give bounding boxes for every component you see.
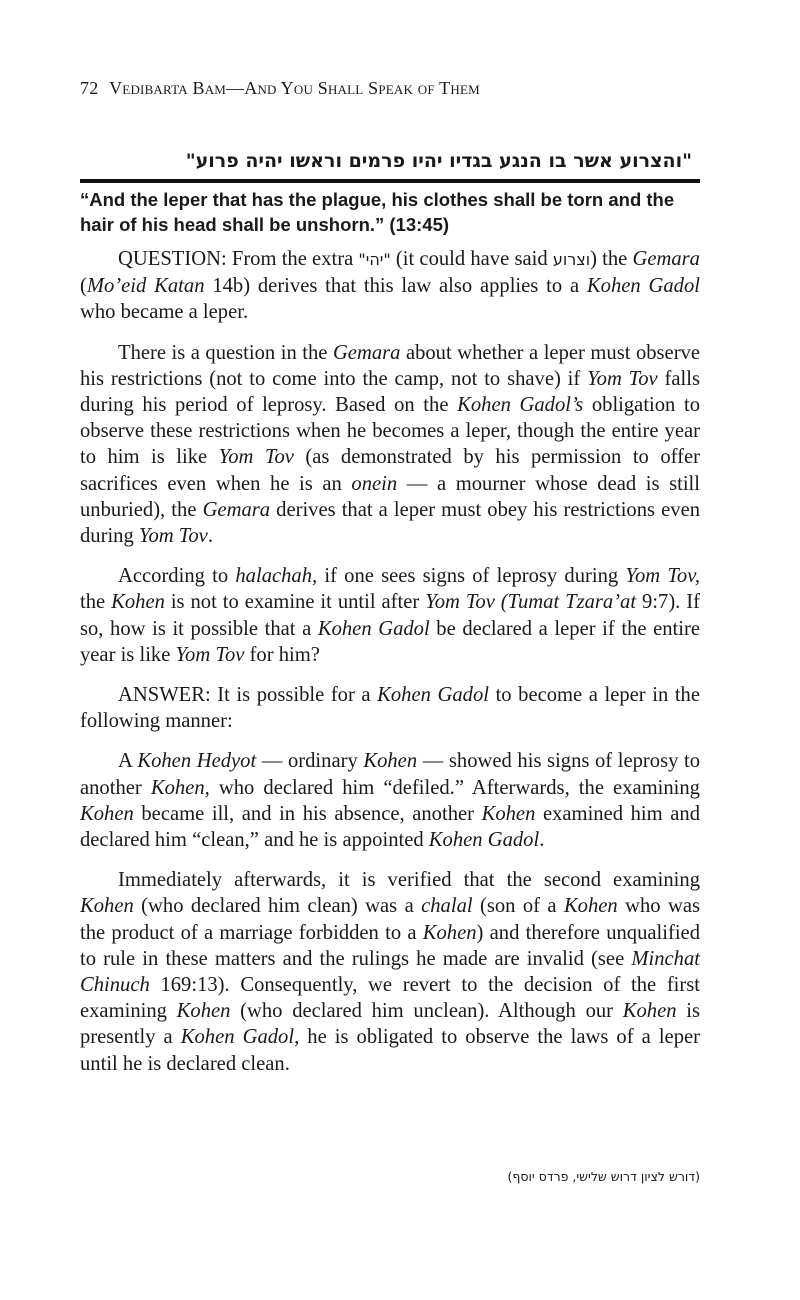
verse-divider-rule: [80, 179, 700, 183]
paragraph-chalal: Immediately afterwards, it is verified that the second examining Kohen (who declared him clean) was a chalal (son of a Kohen who was the product of a marriage forbidden to a Kohen) and therefore unqualified to rule in these matters and the rulings he made are invalid (see Minchat Chinuch 169:13). Consequently, we revert to the decision of the first examining Kohen (who declared him unclean). Although our Kohen is presently a Kohen Gadol, he is obligated to observe the laws of a leper until he is declared clean.: [80, 869, 700, 1075]
paragraph-halachah: According to halachah, if one sees signs of leprosy during Yom Tov, the Kohen is not to examine it until after Yom Tov (Tumat Tzara’at 9:7). If so, how is it possible that a Kohen Gadol be declared a leper if the entire year is like Yom Tov for him?: [80, 565, 700, 666]
page-number: 72: [80, 78, 99, 98]
paragraph-answer: ANSWER: It is possible for a Kohen Gadol to become a leper in the following manner:: [80, 684, 700, 733]
hebrew-verse: "והצרוע אשר בו הנגע בגדיו יהיו פרמים וראשו יהיה פרוע": [185, 150, 692, 172]
paragraph-question: QUESTION: From the extra "יהי" (it could have said וצרוע) the Gemara (Mo’eid Katan 14b) derives that this law also applies to a Kohen Gadol who became a leper.: [80, 248, 700, 324]
running-head: [80, 78, 480, 99]
verse-translation: “And the leper that has the plague, his clothes shall be torn and the hair of his head shall be unshorn.” (13:45): [80, 189, 675, 235]
running-title: Vedibarta Bam—And You Shall Speak of Them: [109, 78, 480, 98]
commentary-body: [80, 246, 700, 1091]
paragraph-gemara-question: There is a question in the Gemara about whether a leper must observe his restrictions (not to come into the camp, not to shave) if Yom Tov falls during his period of leprosy. Based on the Kohen Gadol’s obligation to observe these restrictions when he becomes a leper, though the entire year to him is like Yom Tov (as demonstrated by his permission to offer sacrifices even when he is an onein — a mourner whose dead is still unburied), the Gemara derives that a leper must obey his restrictions even during Yom Tov.: [80, 341, 701, 548]
source-citation: (דורש לציון דרוש שלישי, פרדס יוסף): [507, 1169, 700, 1184]
paragraph-kohen-hedyot: A Kohen Hedyot — ordinary Kohen — showed his signs of leprosy to another Kohen, who declared him “defiled.” Afterwards, the examining Kohen became ill, and in his absence, another Kohen examined him and declared him “clean,” and he is appointed Kohen Gadol.: [80, 750, 700, 852]
